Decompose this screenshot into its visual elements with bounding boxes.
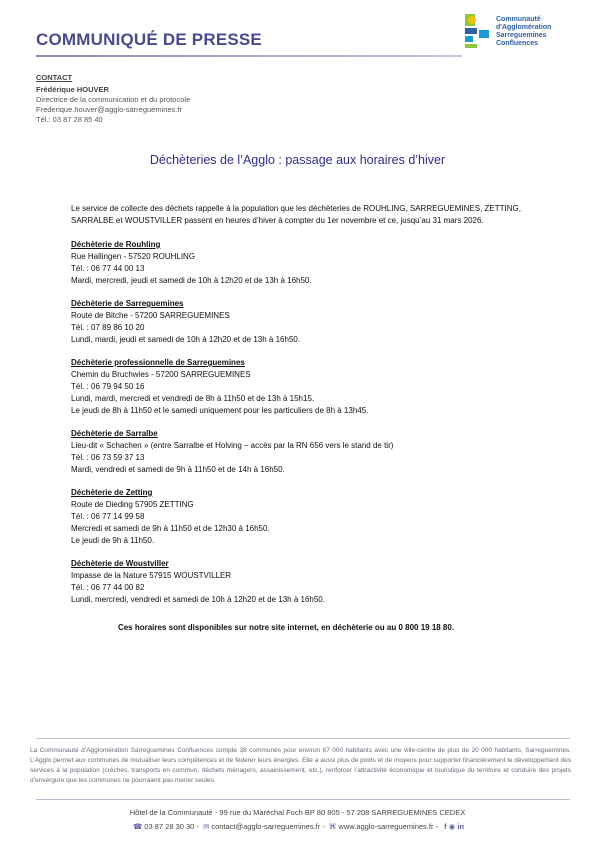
section-heading: Déchèterie de Zetting <box>71 488 153 497</box>
section-address: Rue Hallingen - 57520 ROUHLING <box>71 252 196 261</box>
phone-icon: ☎ <box>132 822 143 831</box>
contact-name: Frédérique HOUVER <box>36 85 109 94</box>
footer-description: La Communauté d’Agglomération Sarreguemines Confluences compte 38 communes pour environ 67 000 habitants avec une ville-centre de plus de 20 000 habitants, Sarreguemines. L’Agglo permet aux communes de mutualiser leurs compétences et de fédérer leurs énergies. Elle a aussi plus de poids et de moyens pour supporter financièrement le développement des services à la population (crèches, transports en commun, déchets ménagers, assainissement, etc.), renforcer l’attractivité économique et touristique du territoire et conduire des projets d’envergure que les communes ne pourraient pas mener seules. <box>30 747 571 784</box>
footer-address: Hôtel de la Communauté - 99 rue du Maréchal Foch BP 80 805 - 57 208 SARREGUEMINES CEDEX <box>129 808 466 817</box>
footer-divider <box>36 799 570 800</box>
contact-email[interactable]: Frederique.houver@agglo-sarreguemines.fr <box>36 105 183 114</box>
logo-line: Confluences <box>496 40 539 47</box>
section-address: Impasse de la Nature 57915 WOUSTVILLER <box>71 571 232 580</box>
section-address: Lieu-dit « Schachen » (entre Sarralbe et Holving – accès par la RN 656 vers le stand de tir) <box>71 441 394 450</box>
header-divider <box>36 55 462 57</box>
section-address: Route de Dieding 57905 ZETTING <box>71 500 194 509</box>
section-phone: Tél. : 06 79 94 50 16 <box>71 382 145 391</box>
section-woustviller <box>71 558 531 606</box>
section-heading: Déchèterie professionnelle de Sarreguemines <box>71 358 245 367</box>
section-hours-extra: Le jeudi de 9h à 11h50. <box>71 536 155 545</box>
section-hours-extra: Le jeudi de 8h à 11h50 et le samedi uniquement pour les particuliers de 8h à 13h45. <box>71 406 369 415</box>
agglo-logo <box>463 12 573 52</box>
section-phone: Tél. : 07 89 86 10 20 <box>71 323 145 332</box>
linkedin-icon[interactable]: in <box>457 822 465 831</box>
footer-divider <box>36 738 570 739</box>
logo-line: Sarreguemines <box>496 32 547 39</box>
web-icon: ⌘ <box>328 822 337 831</box>
document-title: Déchèteries de l’Agglo : passage aux horaires d’hiver <box>149 153 446 167</box>
logo-line: Communauté <box>496 16 541 23</box>
section-hours: Lundi, mercredi, vendredi et samedi de 10h à 12h20 et de 13h à 16h50. <box>71 595 325 604</box>
section-heading: Déchèterie de Rouhling <box>71 240 161 249</box>
mail-icon: ✉ <box>203 822 210 831</box>
section-sarralbe <box>71 428 531 476</box>
section-phone: Tél. : 06 77 44 00 82 <box>71 583 145 592</box>
footer-email[interactable]: contact@agglo-sarreguemines.fr - <box>211 822 325 831</box>
document-body <box>71 203 531 634</box>
agglo-logo-icon <box>463 12 491 50</box>
section-heading: Déchèterie de Sarralbe <box>71 429 158 438</box>
section-hours: Mardi, mercredi, jeudi et samedi de 10h à 12h20 et de 13h à 16h50. <box>71 276 312 285</box>
footer-contacts <box>0 822 595 831</box>
section-phone: Tél. : 06 77 44 00 13 <box>71 264 145 273</box>
section-address: Route de Bitche - 57200 SARREGUEMINES <box>71 311 230 320</box>
intro-paragraph: Le service de collecte des déchets rappelle à la population que les déchèteries de ROUHLING, SARREGUEMINES, ZETTING, SARRALBE et WOUSTVILLER passent en heures d’hiver à compter du 1er novembre et ce, jusqu’au 31 mars 2026. <box>71 204 521 225</box>
logo-line: d'Agglomération <box>496 24 552 31</box>
section-hours: Mardi, vendredi et samedi de 9h à 11h50 et de 14h à 16h50. <box>71 465 285 474</box>
contact-phone: Tél.: 03 87 28 85 40 <box>36 115 103 124</box>
section-phone: Tél. : 06 77 14 99 58 <box>71 512 145 521</box>
contact-role: Directrice de la communication et du protocole <box>36 95 191 104</box>
section-heading: Déchèterie de Woustviller <box>71 559 169 568</box>
footer-phone: 03 87 28 30 30 - <box>144 822 199 831</box>
section-pro-sarreguemines <box>71 357 531 417</box>
footer-website[interactable]: www.agglo-sarreguemines.fr - <box>338 822 439 831</box>
section-sarreguemines <box>71 298 531 346</box>
page-header-title: COMMUNIQUÉ DE PRESSE <box>36 30 262 49</box>
section-zetting <box>71 487 531 547</box>
section-hours: Lundi, mardi, jeudi et samedi de 10h à 12h20 et de 13h à 16h50. <box>71 335 301 344</box>
section-address: Chemin du Bruchwies - 57200 SARREGUEMINES <box>71 370 251 379</box>
section-hours: Mercredi et samedi de 9h à 11h50 et de 12h30 à 16h50. <box>71 524 270 533</box>
section-rouhling <box>71 239 531 287</box>
section-hours: Lundi, mardi, mercredi et vendredi de 8h à 11h50 et de 13h à 15h15. <box>71 394 315 403</box>
facebook-icon[interactable]: f <box>444 822 447 831</box>
closing-note: Ces horaires sont disponibles sur notre site internet, en déchèterie ou au 0 800 19 18 80. <box>117 623 455 632</box>
contact-label: CONTACT <box>36 73 73 82</box>
section-phone: Tél. : 06 73 59 37 13 <box>71 453 145 462</box>
contact-block <box>36 73 190 125</box>
section-heading: Déchèterie de Sarreguemines <box>71 299 184 308</box>
instagram-icon[interactable]: ◉ <box>448 822 456 831</box>
